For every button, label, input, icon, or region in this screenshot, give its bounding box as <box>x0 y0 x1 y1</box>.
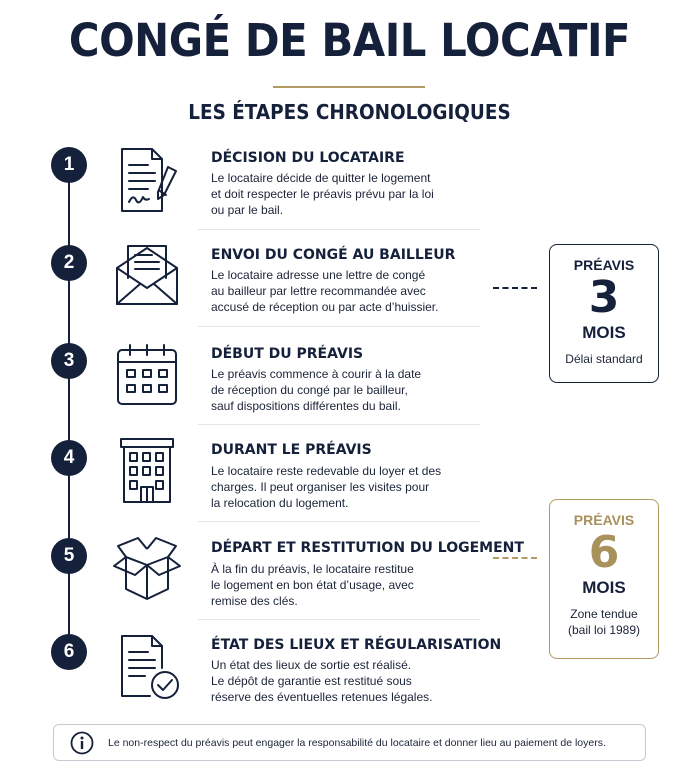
step-divider <box>198 424 480 425</box>
step-text-2: Le locataire adresse une lettre de congé au bailleur par lettre recommandée avec accusé de réception ou par acte d’huissier. <box>211 268 439 314</box>
building-icon <box>112 436 182 506</box>
envelope-letter-icon <box>112 240 182 310</box>
step-title-1: DÉCISION DU LOCATAIRE <box>211 150 405 166</box>
step-divider <box>198 229 480 230</box>
title-divider <box>273 86 425 88</box>
step-title-4: DURANT LE PRÉAVIS <box>211 442 372 458</box>
notice-unit: MOIS <box>582 578 626 597</box>
notice-connector <box>493 287 537 289</box>
step-text-6: Un état des lieux de sortie est réalisé. Le dépôt de garantie est restitué sous réserve des éventuelles retenues légales. <box>211 658 433 704</box>
step-number-3: 3 <box>51 343 87 379</box>
footer-notice <box>53 724 646 761</box>
step-text-4: Le locataire reste redevable du loyer et des charges. Il peut organiser les visites pour la relocation du logement. <box>211 464 442 510</box>
notice-label: PRÉAVIS <box>573 512 635 528</box>
step-title-2: ENVOI DU CONGÉ AU BAILLEUR <box>211 247 456 263</box>
notice-value: 6 <box>588 527 620 578</box>
step-number-5: 5 <box>51 538 87 574</box>
step-text-3: Le préavis commence à courir à la date de réception du congé par le bailleur, sauf dispositions différentes du bail. <box>211 367 422 413</box>
notice-unit: MOIS <box>582 323 626 342</box>
step-text-5: À la fin du préavis, le locataire restitue le logement en bon état d’usage, avec remise des clés. <box>211 562 414 608</box>
notice-box-tense-zone <box>549 499 659 659</box>
document-signature-icon <box>112 145 182 215</box>
footer-text: Le non-respect du préavis peut engager la responsabilité du locataire et donner lieu au paiement de loyers. <box>108 736 606 749</box>
info-icon <box>70 731 94 755</box>
notice-box-standard <box>549 244 659 383</box>
calendar-icon <box>112 340 182 410</box>
step-number-1: 1 <box>51 147 87 183</box>
step-divider <box>198 521 480 522</box>
step-title-6: ÉTAT DES LIEUX ET RÉGULARISATION <box>211 637 502 653</box>
open-box-icon <box>112 533 182 603</box>
notice-value: 3 <box>588 272 620 323</box>
step-text-1: Le locataire décide de quitter le logement et doit respecter le préavis prévu par la loi ou par le bail. <box>211 171 434 217</box>
notice-label: PRÉAVIS <box>573 257 635 273</box>
step-divider <box>198 326 480 327</box>
notice-connector-gold <box>493 557 537 559</box>
step-number-6: 6 <box>51 634 87 670</box>
document-check-icon <box>112 632 182 702</box>
step-number-2: 2 <box>51 245 87 281</box>
timeline-line <box>68 164 70 656</box>
notice-description: Zone tendue (bail loi 1989) <box>567 607 641 637</box>
step-title-5: DÉPART ET RESTITUTION DU LOGEMENT <box>211 540 524 556</box>
step-divider <box>198 619 480 620</box>
step-title-3: DÉBUT DU PRÉAVIS <box>211 346 364 362</box>
notice-description: Délai standard <box>565 352 643 366</box>
page-subtitle: LES ÉTAPES CHRONOLOGIQUES <box>188 100 511 124</box>
step-number-4: 4 <box>51 440 87 476</box>
page-title: CONGÉ DE BAIL LOCATIF <box>68 14 631 67</box>
